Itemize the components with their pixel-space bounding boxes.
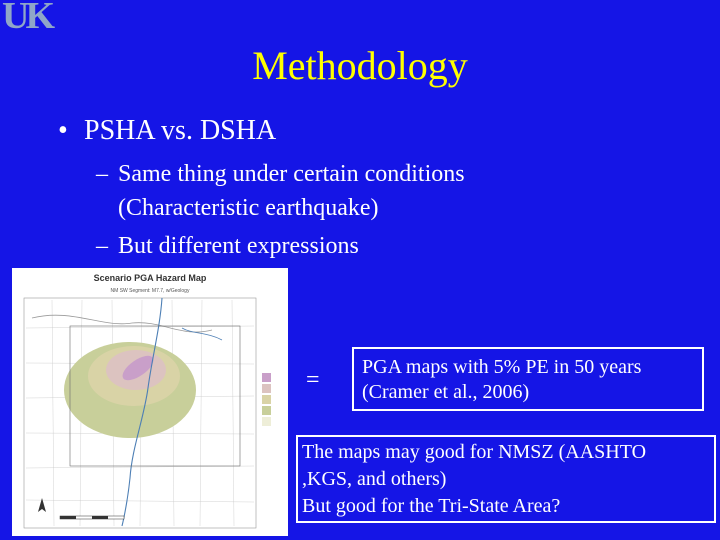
scale-bar — [60, 516, 124, 519]
sub-bullet-different-expressions — [96, 233, 359, 260]
bullet-text: PSHA vs. DSHA — [84, 115, 277, 146]
bullet-psha-dsha — [58, 115, 276, 147]
sub-bullet-text: Same thing under certain conditions — [118, 161, 465, 187]
note-box — [296, 435, 716, 523]
note-line3: But good for the Tri-State Area? — [302, 495, 561, 517]
equals-sign: = — [306, 367, 320, 393]
slide-title: Methodology — [252, 43, 468, 88]
note-line2: ,KGS, and others) — [302, 468, 447, 490]
note-line1: The maps may good for NMSZ (AASHTO — [302, 441, 647, 463]
uk-logo: UK — [2, 0, 51, 37]
map-subtitle: NM SW Segment: M7.7, w/Geology — [110, 288, 190, 294]
pga-maps-box — [352, 347, 704, 411]
dash-icon: – — [96, 233, 108, 259]
hazard-map-image — [12, 268, 288, 536]
map-title: Scenario PGA Hazard Map — [93, 273, 207, 283]
map-legend — [262, 373, 271, 426]
sub-bullet-text: But different expressions — [118, 233, 359, 259]
sub-bullet-continuation: (Characteristic earthquake) — [118, 195, 379, 221]
dash-icon: – — [96, 161, 108, 187]
pga-maps-line1: PGA maps with 5% PE in 50 years — [362, 356, 642, 378]
sub-bullet-same-thing — [96, 161, 465, 188]
pga-maps-line2: (Cramer et al., 2006) — [362, 381, 530, 403]
hazard-map-graphic — [12, 268, 288, 536]
bullet-dot-icon: • — [58, 115, 68, 146]
